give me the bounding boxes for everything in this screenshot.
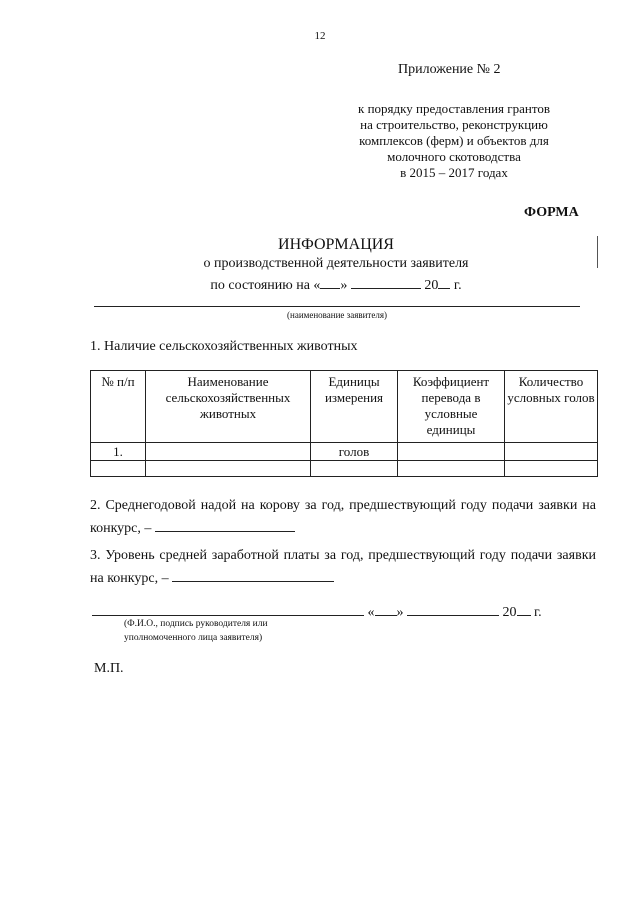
applicant-name-field[interactable] — [94, 306, 580, 307]
milk-yield-field[interactable] — [155, 517, 295, 532]
month-blank[interactable] — [351, 274, 421, 289]
animals-table — [90, 370, 598, 477]
table-cell[interactable] — [505, 461, 598, 477]
date-prefix: по состоянию на « — [210, 278, 321, 293]
section2-dash: – — [144, 521, 152, 536]
appendix-reference-line: на строительство, реконструкцию — [360, 117, 548, 132]
appendix-label: Приложение № 2 — [398, 62, 501, 77]
table-cell[interactable] — [146, 461, 311, 477]
table-cell: голов — [311, 443, 398, 461]
table-cell[interactable] — [398, 443, 505, 461]
section2-text: 2. Среднегодовой надой на корову за год, предшествующий году подачи заявки на конкурс, — [90, 498, 596, 536]
appendix-reference-line: молочного скотоводства — [387, 149, 521, 164]
signature-caption-line: уполномоченного лица заявителя) — [124, 633, 263, 643]
stamp-place-label: М.П. — [94, 661, 124, 676]
appendix-reference-line: к порядку предоставления грантов — [358, 101, 550, 116]
signature-caption — [124, 617, 268, 645]
table-cell[interactable] — [146, 443, 311, 461]
date-suffix: г. — [453, 278, 462, 293]
appendix-reference-line: комплексов (ферм) и объектов для — [359, 133, 549, 148]
header-quantity: Количество условных голов — [505, 371, 598, 443]
sign-close-quote: » — [396, 605, 404, 620]
appendix-reference — [326, 101, 582, 181]
section3-text: 3. Уровень средней заработной платы за год, предшествующий году подачи заявки на конкурс, — [90, 548, 596, 586]
page-number: 12 — [314, 30, 326, 42]
table-cell[interactable] — [91, 461, 146, 477]
date-year: 20 — [424, 278, 439, 293]
year-blank[interactable] — [438, 274, 450, 289]
form-label: ФОРМА — [524, 205, 579, 220]
status-date-line — [0, 274, 640, 294]
signature-field[interactable] — [92, 601, 364, 616]
section2-paragraph — [90, 495, 596, 540]
appendix-reference-line: в 2015 – 2017 годах — [400, 165, 508, 180]
sign-day-blank[interactable] — [375, 601, 397, 616]
table-cell[interactable] — [505, 443, 598, 461]
sign-month-blank[interactable] — [407, 601, 499, 616]
header-coefficient: Коэффициент перевода в условные единицы — [398, 371, 505, 443]
header-unit: Единицы измерения — [311, 371, 398, 443]
salary-field[interactable] — [172, 567, 334, 582]
day-blank[interactable] — [320, 274, 340, 289]
header-animal-name: Наименование сельскохозяйственных животных — [146, 371, 311, 443]
header-number: № п/п — [91, 371, 146, 443]
table-row — [91, 461, 598, 477]
sign-suffix: г. — [534, 605, 542, 620]
document-subtitle: о производственной деятельности заявителя — [203, 256, 469, 271]
document-title: ИНФОРМАЦИЯ — [278, 236, 394, 253]
table-row — [91, 443, 598, 461]
signature-caption-line: (Ф.И.О., подпись руководителя или — [124, 619, 268, 629]
date-mid: » — [340, 278, 348, 293]
applicant-caption: (наименование заявителя) — [287, 310, 387, 320]
table-cell[interactable] — [398, 461, 505, 477]
table-header-row — [91, 371, 598, 443]
sign-year-blank[interactable] — [517, 601, 531, 616]
sign-open-quote: « — [367, 605, 375, 620]
section1-title: 1. Наличие сельскохозяйственных животных — [90, 339, 358, 354]
section3-dash: – — [161, 571, 169, 586]
sign-year: 20 — [502, 605, 517, 620]
table-cell[interactable] — [311, 461, 398, 477]
section3-paragraph — [90, 545, 596, 590]
table-cell: 1. — [91, 443, 146, 461]
